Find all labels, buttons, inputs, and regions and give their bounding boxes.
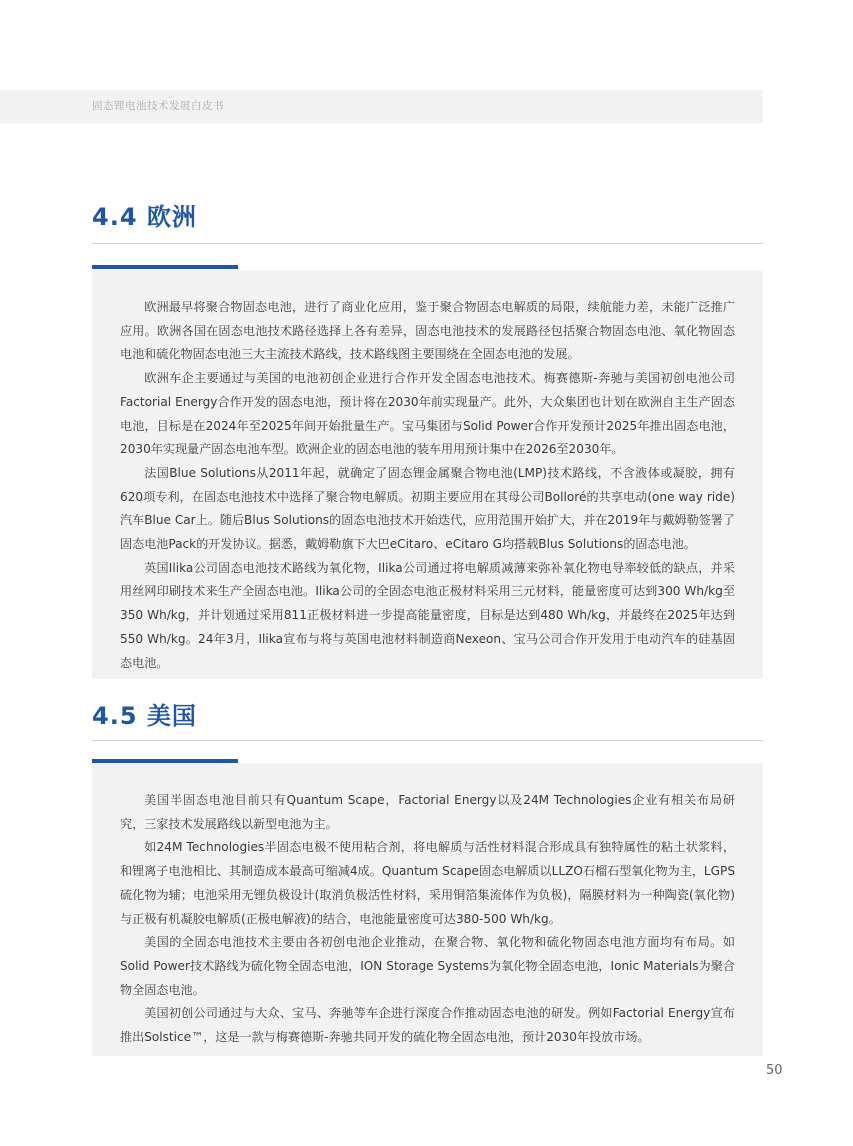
section-heading-usa: 4.5 美国	[92, 702, 197, 730]
page-number: 50	[766, 1063, 783, 1078]
paragraph: 法国Blue Solutions从2011年起，就确定了固态锂金属聚合物电池(LMP)技术路线，不含液体或凝胶，拥有620项专利，在固态电池技术中选择了聚合物电解质。初期主要应用在其母公司Bolloré的共享电动(one way ride)汽车Blue Car上。随后Blus Solutions的固态电池技术开始迭代，应用范围开始扩大，并在2019年与戴姆勒签署了固态电池Pack的开发协议。据悉，戴姆勒旗下大巴eCitaro、eCitaro G均搭载Blus Solutions的固态电池。	[120, 465, 735, 552]
paragraph: 如24M Technologies半固态电极不使用粘合剂，将电解质与活性材料混合形成具有独特属性的粘土状浆料，和锂离子电池相比、其制造成本最高可缩减4成。Quantum Scape固态电解质以LLZO石榴石型氧化物为主，LGPS硫化物为辅；电池采用无锂负极设计(取消负极活性材料，采用铜箔集流体作为负极)，隔膜材料为一种陶瓷(氧化物)与正极有机凝胶电解质(正极电解液)的结合，电池能量密度可达380-500 Wh/kg。	[120, 840, 735, 926]
running-header	[0, 90, 763, 123]
running-header-title: 固态锂电池技术发展白皮书	[92, 100, 224, 112]
paragraph: 美国初创公司通过与大众、宝马、奔驰等车企进行深度合作推动固态电池的研发。例如Factorial Energy宣布推出Solstice™，这是一款与梅赛德斯-奔驰共同开发的硫化物全固态电池，预计2030年投放市场。	[120, 1006, 735, 1045]
paragraph: 英国Ilika公司固态电池技术路线为氧化物，Ilika公司通过将电解质减薄来弥补氧化物电导率较低的缺点，并采用丝网印刷技术来生产全固态电池。Ilika公司的全固态电池正极材料采用三元材料，能量密度可达到300 Wh/kg至350 Wh/kg，并计划通过采用811正极材料进一步提高能量密度，目标是达到480 Wh/kg，并最终在2025年达到550 Wh/kg。24年3月，Ilika宣布与将与英国电池材料制造商Nexeon、宝马公司合作开发用于电动汽车的硅基固态电池。	[120, 560, 735, 670]
section-heading-europe: 4.4 欧洲	[92, 203, 197, 231]
paragraph: 欧洲最早将聚合物固态电池，进行了商业化应用，鉴于聚合物固态电解质的局限，续航能力差，未能广泛推广应用。欧洲各国在固态电池技术路径选择上各有差异，固态电池技术的发展路径包括聚合物固态电池、氧化物固态电池和硫化物固态电池三大主流技术路线，技术路线图主要围绕在全固态电池的发展。	[120, 300, 735, 362]
paragraph: 欧洲车企主要通过与美国的电池初创企业进行合作开发全固态电池技术。梅赛德斯-奔驰与美国初创电池公司Factorial Energy合作开发的固态电池，预计将在2030年前实现量产。此外，大众集团也计划在欧洲自主生产固态电池，目标是在2024年至2025年间开始批量生产。宝马集团与Solid Power合作开发预计2025年推出固态电池，2030年实现量产固态电池车型。欧洲企业的固态电池的装车用用预计集中在2026至2030年。	[120, 371, 735, 457]
heading-divider	[92, 243, 763, 244]
section-body-usa	[92, 763, 763, 1056]
paragraph: 美国的全固态电池技术主要由各初创电池企业推动，在聚合物、氧化物和硫化物固态电池方面均有布局。如Solid Power技术路线为硫化物全固态电池，ION Storage Systems为氧化物全固态电池，Ionic Materials为聚合物全固态电池。	[120, 935, 735, 997]
paragraph: 美国半固态电池目前只有Quantum Scape，Factorial Energy以及24M Technologies企业有相关布局研究，三家技术发展路线以新型电池为主。	[120, 793, 735, 831]
heading-accent-bar	[92, 265, 238, 269]
heading-divider	[92, 740, 763, 741]
section-body-europe	[92, 270, 763, 679]
